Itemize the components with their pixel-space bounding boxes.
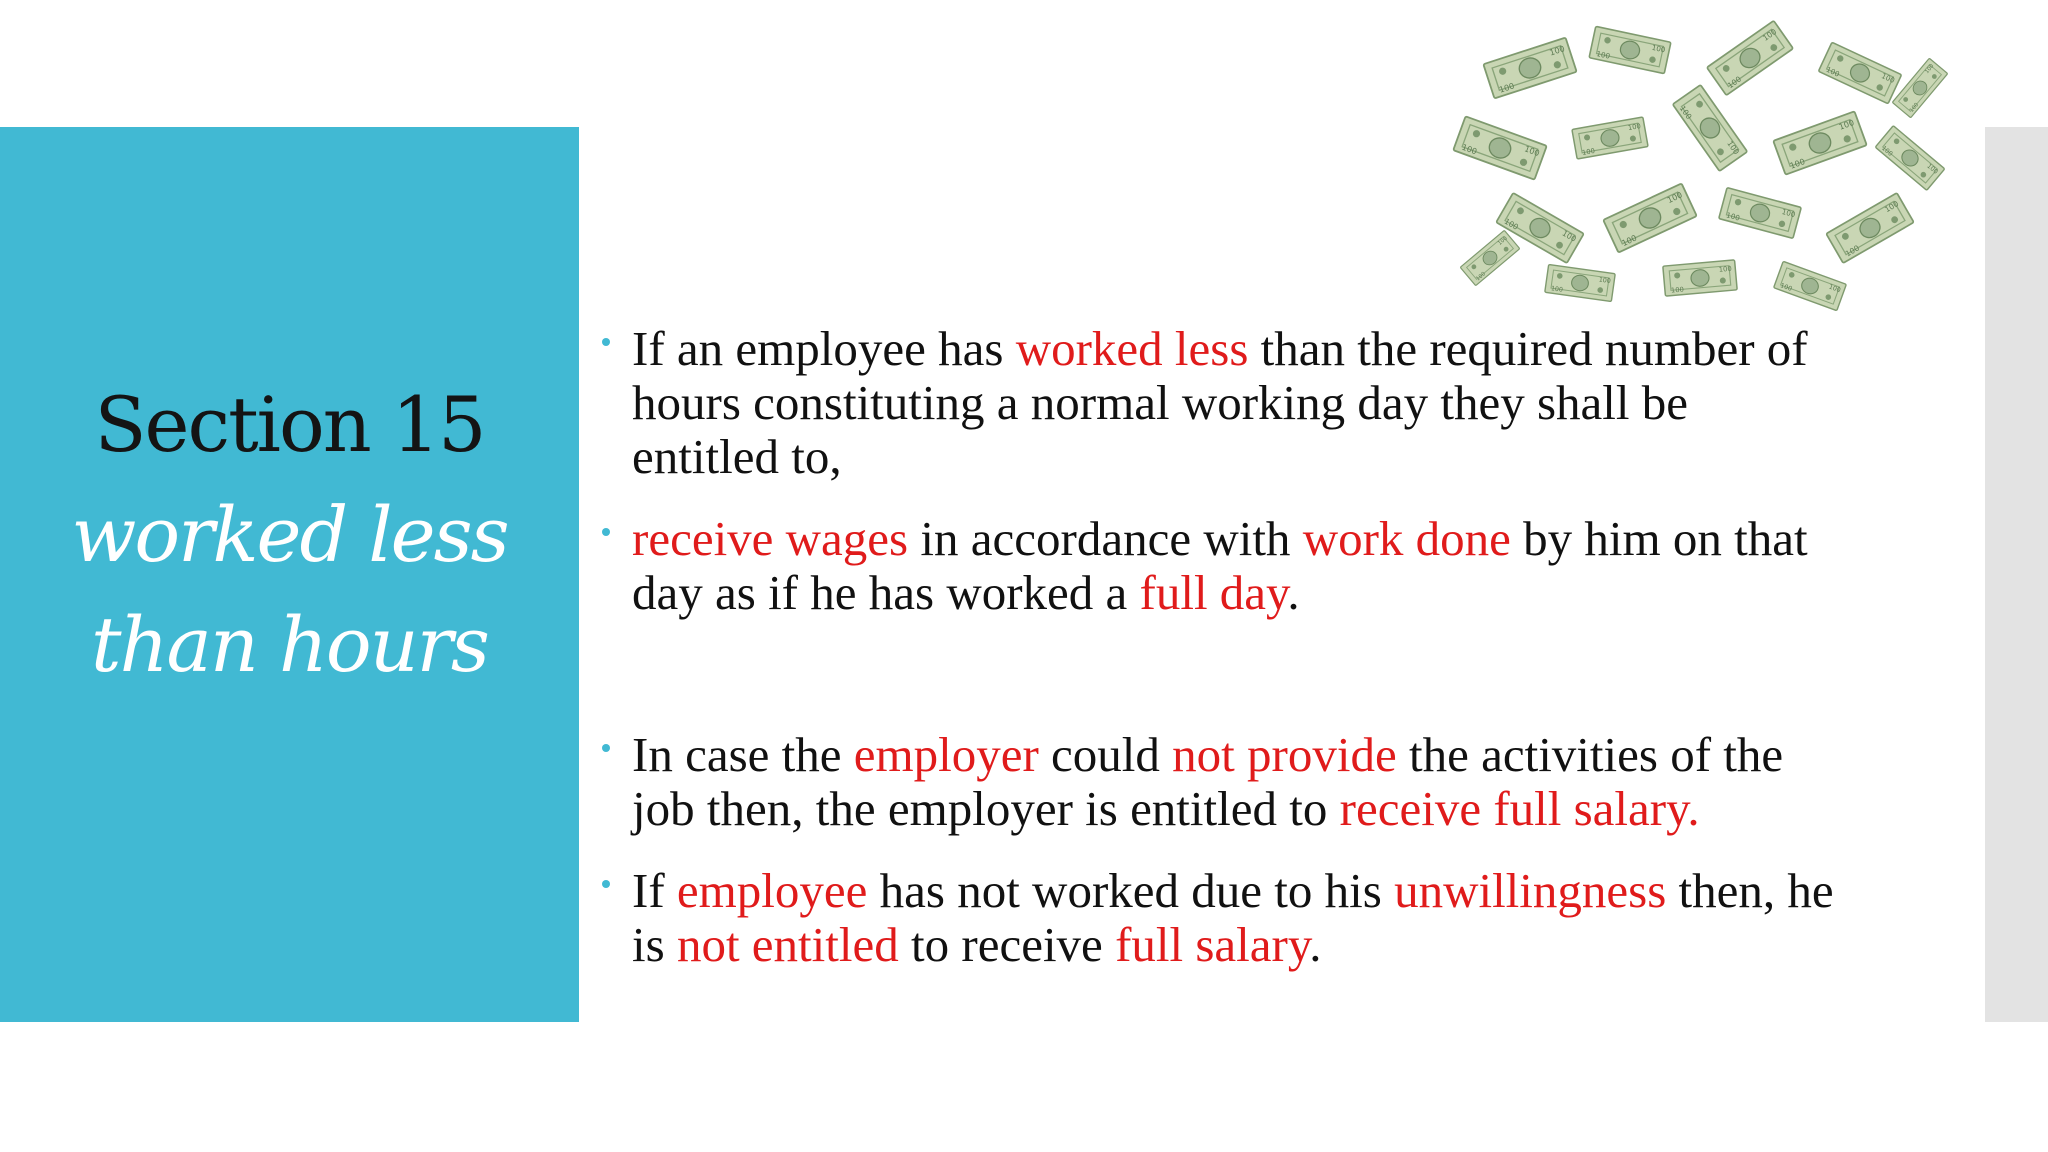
dollar-bill-icon: [1603, 183, 1697, 252]
text-segment: In case the: [632, 727, 854, 782]
bullet-text: [632, 727, 1783, 836]
text-segment: could: [1038, 727, 1173, 782]
highlight-text: employer: [853, 727, 1039, 782]
bullet-text: [632, 511, 1808, 620]
slide-subtitle-line-1: worked less: [71, 489, 508, 579]
text-segment: If an employee has: [632, 321, 1016, 376]
highlight-text: work done: [1302, 511, 1511, 566]
bullet-item-2: [600, 512, 1840, 620]
dollar-bill-icon: [1875, 126, 1944, 191]
highlight-text: full salary: [1115, 917, 1310, 972]
bullet-item-4: [600, 864, 1840, 972]
dollar-bill-icon: [1589, 26, 1671, 73]
bullet-dot-icon: [602, 880, 610, 888]
bullet-dot-icon: [602, 528, 610, 536]
highlight-text: unwillingness: [1394, 863, 1667, 918]
content-area: [600, 322, 1840, 972]
dollar-bill-icon: [1572, 117, 1648, 159]
dollar-bill-icon: [1483, 38, 1576, 99]
text-segment: than the required number of hours constituting a normal working day they shall be entitled to,: [632, 321, 1808, 484]
side-accent-bar: [1985, 127, 2048, 1022]
slide-subtitle-line-2: than hours: [91, 599, 488, 689]
highlight-text: full day: [1139, 565, 1288, 620]
highlight-text: employee: [676, 863, 868, 918]
bullet-text: [632, 863, 1834, 972]
dollar-bill-icon: [1818, 42, 1901, 103]
text-segment: to receive: [898, 917, 1116, 972]
dollar-bill-icon: [1719, 188, 1801, 239]
dollar-bill-icon: [1545, 264, 1615, 301]
text-segment: .: [1287, 565, 1300, 620]
dollar-bill-icon: [1707, 21, 1793, 96]
bullet-text: [632, 321, 1808, 484]
bullet-item-1: [600, 322, 1840, 484]
title-panel: [0, 127, 579, 1022]
highlight-text: not entitled: [676, 917, 899, 972]
text-segment: the activities of the job then, the employer is entitled to: [632, 727, 1784, 836]
highlight-text: receive wages: [632, 511, 909, 566]
dollar-bill-icon: [1773, 111, 1867, 174]
dollar-bill-icon: [1892, 58, 1947, 118]
highlight-text: not provide: [1172, 727, 1397, 782]
bullet-dot-icon: [602, 338, 610, 346]
dollar-bill-icon: [1453, 116, 1547, 179]
text-segment: If: [632, 863, 677, 918]
dollar-bill-icon: [1826, 193, 1914, 263]
text-segment: then, he is: [632, 863, 1834, 972]
dollar-bill-icon: [1673, 85, 1748, 171]
text-segment: by him on that day as if he has worked a: [632, 511, 1808, 620]
highlight-text: worked less: [1015, 321, 1249, 376]
bullet-item-3: [600, 728, 1840, 836]
highlight-text: receive full salary.: [1339, 781, 1700, 836]
bullet-dot-icon: [602, 744, 610, 752]
text-segment: has not worked due to his: [867, 863, 1395, 918]
dollar-bill-icon: [1460, 230, 1520, 285]
dollar-bill-icon: [1774, 261, 1847, 310]
money-image: 100 100: [1460, 28, 1948, 308]
slide-title: Section 15: [94, 379, 485, 469]
text-segment: in accordance with: [908, 511, 1303, 566]
dollar-bill-icon: [1663, 260, 1737, 296]
text-segment: .: [1309, 917, 1322, 972]
